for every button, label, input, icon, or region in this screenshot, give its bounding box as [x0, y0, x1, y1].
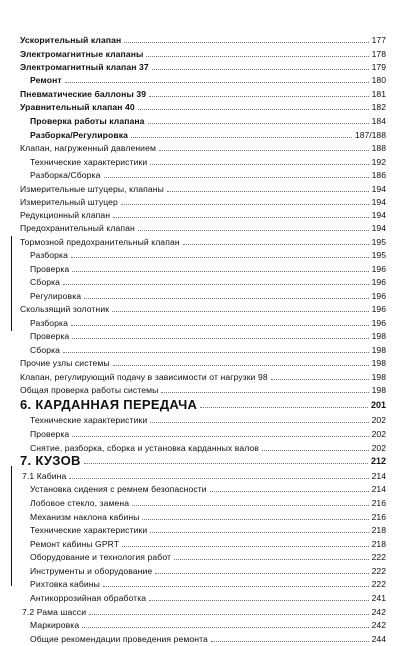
toc-entry[interactable]	[0, 383, 414, 397]
dot-leader	[89, 614, 369, 615]
page-number: 196	[371, 264, 386, 274]
entry-title: Предохранительный клапан	[20, 223, 135, 233]
page-number: 180	[371, 75, 386, 85]
entry-title: Сборка	[30, 345, 61, 355]
dot-leader	[174, 559, 369, 560]
page-number: 198	[371, 385, 386, 395]
toc-entry[interactable]	[0, 398, 414, 412]
page-number: 216	[371, 498, 386, 508]
toc-entry[interactable]	[0, 356, 414, 370]
toc-entry[interactable]	[0, 316, 414, 330]
page-number: 202	[371, 415, 386, 425]
page-number: 194	[371, 210, 386, 220]
dot-leader	[138, 109, 369, 110]
entry-title: 7.1 Кабина	[22, 471, 67, 481]
entry-title: Разборка/Сборка	[30, 170, 101, 180]
toc-entry[interactable]	[0, 496, 414, 510]
entry-title: Ремонт	[30, 75, 62, 85]
toc-entry[interactable]	[0, 141, 414, 155]
dot-leader	[152, 69, 369, 70]
dot-leader	[159, 150, 369, 151]
dot-leader	[71, 325, 369, 326]
page-number: 178	[371, 49, 386, 59]
toc-entry[interactable]	[0, 632, 414, 646]
toc-entry[interactable]	[0, 235, 414, 249]
dot-leader	[84, 298, 369, 299]
dot-leader	[65, 82, 369, 83]
entry-title: Ремонт кабины GPRT	[30, 539, 120, 549]
entry-title: Сборка	[30, 277, 61, 287]
toc-entry[interactable]	[0, 114, 414, 128]
entry-title: Технические характеристики	[30, 157, 148, 167]
toc-entry[interactable]	[0, 591, 414, 605]
toc-entry[interactable]	[0, 564, 414, 578]
entry-title: Рихтовка кабины	[30, 579, 100, 589]
toc-entry[interactable]	[0, 47, 414, 61]
toc-entry[interactable]	[0, 537, 414, 551]
entry-title: Оборудование и технология работ	[30, 552, 172, 562]
dot-leader	[155, 573, 369, 574]
dot-leader	[148, 123, 369, 124]
page-number: 177	[371, 35, 386, 45]
entry-title: Ускорительный клапан	[20, 35, 122, 45]
toc-entry[interactable]	[0, 195, 414, 209]
dot-leader	[72, 338, 369, 339]
page-number: 192	[371, 157, 386, 167]
entry-title: Уравнительный клапан 40	[20, 102, 135, 112]
dot-leader	[122, 546, 369, 547]
dot-leader	[149, 600, 369, 601]
dot-leader	[210, 491, 369, 492]
page-number: 218	[371, 525, 386, 535]
entry-title: Антикоррозийная обработка	[30, 593, 147, 603]
toc-entry[interactable]	[0, 73, 414, 87]
dot-leader	[131, 137, 352, 138]
entry-title: Разборка	[30, 318, 68, 328]
page-number: 196	[371, 291, 386, 301]
page-number: 195	[371, 237, 386, 247]
page-number: 194	[371, 184, 386, 194]
toc-entry[interactable]	[0, 482, 414, 496]
page-number: 186	[371, 170, 386, 180]
entry-title: Механизм наклона кабины	[30, 512, 140, 522]
toc-entry[interactable]	[0, 87, 414, 101]
toc-entry[interactable]	[0, 302, 414, 316]
dot-leader	[71, 257, 369, 258]
dot-leader	[69, 478, 369, 479]
dot-leader	[72, 271, 369, 272]
dot-leader	[161, 392, 369, 393]
toc-entry[interactable]	[0, 100, 414, 114]
dot-leader	[200, 407, 368, 408]
page-number: 198	[371, 358, 386, 368]
entry-title: 7.2 Рама шасси	[22, 607, 87, 617]
page-number: 201	[370, 400, 386, 410]
page-number: 196	[371, 304, 386, 314]
entry-title: Электромагнитный клапан 37	[20, 62, 149, 72]
page-number: 212	[370, 456, 386, 466]
page-number: 241	[371, 593, 386, 603]
entry-title: Клапан, регулирующий подачу в зависимости от нагрузки 98	[20, 372, 268, 382]
page-number: 198	[371, 372, 386, 382]
chapter-title: 6. КАРДАННАЯ ПЕРЕДАЧА	[20, 397, 198, 412]
entry-title: Проверка	[30, 331, 70, 341]
entry-title: Технические характеристики	[30, 525, 148, 535]
entry-title: Снятие, разборка, сборка и установка карданных валов	[30, 443, 259, 453]
dot-leader	[150, 164, 369, 165]
page-number: 195	[371, 250, 386, 260]
dot-leader	[84, 463, 368, 464]
toc-entry[interactable]	[0, 168, 414, 182]
page-number: 179	[371, 62, 386, 72]
page-number: 188	[371, 143, 386, 153]
dot-leader	[132, 505, 369, 506]
dot-leader	[113, 217, 369, 218]
dot-leader	[271, 379, 369, 380]
entry-title: Общие рекомендации проведения ремонта	[30, 634, 208, 644]
dot-leader	[211, 641, 369, 642]
entry-title: Разборка/Регулировка	[30, 130, 128, 140]
toc-entry[interactable]	[0, 182, 414, 196]
page-number: 184	[371, 116, 386, 126]
page-number: 218	[371, 539, 386, 549]
toc-entry[interactable]	[0, 454, 414, 468]
entry-title: Разборка	[30, 250, 68, 260]
toc-entry[interactable]	[0, 550, 414, 564]
toc-entry[interactable]	[0, 33, 414, 47]
dot-leader	[183, 244, 369, 245]
toc-entry[interactable]	[0, 577, 414, 591]
dot-leader	[149, 96, 369, 97]
page-number: 182	[371, 102, 386, 112]
entry-title: Прочие узлы системы	[20, 358, 110, 368]
toc-entry[interactable]	[0, 413, 414, 427]
dot-leader	[150, 532, 369, 533]
dot-leader	[112, 311, 369, 312]
dot-leader	[113, 365, 369, 366]
dot-leader	[72, 436, 369, 437]
chapter-title: 7. КУЗОВ	[20, 453, 81, 468]
entry-title: Проверка	[30, 264, 70, 274]
page-number: 198	[371, 331, 386, 341]
entry-title: Тормозной предохранительный клапан	[20, 237, 180, 247]
toc-entry[interactable]	[0, 370, 414, 384]
dot-leader	[142, 519, 369, 520]
section-rule	[11, 236, 12, 331]
page-number: 202	[371, 443, 386, 453]
page-number: 181	[371, 89, 386, 99]
dot-leader	[150, 422, 369, 423]
page-number: 194	[371, 223, 386, 233]
entry-title: Лобовое стекло, замена	[30, 498, 130, 508]
entry-title: Проверка	[30, 429, 70, 439]
page-number: 242	[371, 620, 386, 630]
page-number: 244	[371, 634, 386, 644]
dot-leader	[262, 450, 369, 451]
dot-leader	[121, 204, 369, 205]
toc-entry[interactable]	[0, 329, 414, 343]
page-number: 222	[371, 579, 386, 589]
toc-entry[interactable]	[0, 221, 414, 235]
entry-title: Редукционный клапан	[20, 210, 111, 220]
page-number: 196	[371, 318, 386, 328]
page-number: 216	[371, 512, 386, 522]
page-number: 194	[371, 197, 386, 207]
entry-title: Проверка работы клапана	[30, 116, 145, 126]
entry-title: Инструменты и оборудование	[30, 566, 153, 576]
entry-title: Скользящий золотник	[20, 304, 110, 314]
toc-entry[interactable]	[0, 262, 414, 276]
page-number: 222	[371, 566, 386, 576]
dot-leader	[103, 586, 369, 587]
dot-leader	[63, 352, 369, 353]
dot-leader	[167, 191, 369, 192]
toc-entry[interactable]	[0, 618, 414, 632]
entry-title: Технические характеристики	[30, 415, 148, 425]
page-number: 196	[371, 277, 386, 287]
page-number: 198	[371, 345, 386, 355]
toc-entry[interactable]	[0, 469, 414, 483]
entry-title: Маркировка	[30, 620, 80, 630]
page-number: 222	[371, 552, 386, 562]
toc-entry[interactable]	[0, 427, 414, 441]
toc-entry[interactable]	[0, 510, 414, 524]
toc-entry[interactable]	[0, 343, 414, 357]
toc-entry[interactable]	[0, 523, 414, 537]
entry-title: Регулировка	[30, 291, 82, 301]
page-number: 187/188	[354, 130, 386, 140]
entry-title: Установка сидения с ремнем безопасности	[30, 484, 207, 494]
toc-entry[interactable]	[0, 208, 414, 222]
toc-entry[interactable]	[0, 605, 414, 619]
section-rule	[11, 466, 12, 586]
page-number: 214	[371, 471, 386, 481]
page-number: 242	[371, 607, 386, 617]
toc-entry[interactable]	[0, 60, 414, 74]
dot-leader	[138, 230, 369, 231]
entry-title: Общая проверка работы системы	[20, 385, 159, 395]
entry-title: Электромагнитные клапаны	[20, 49, 144, 59]
toc-entry[interactable]	[0, 248, 414, 262]
dot-leader	[124, 42, 369, 43]
dot-leader	[146, 56, 369, 57]
toc-entry[interactable]	[0, 289, 414, 303]
entry-title: Пневматические баллоны 39	[20, 89, 147, 99]
dot-leader	[82, 627, 369, 628]
entry-title: Измерительный штуцер	[20, 197, 118, 207]
toc-entry[interactable]	[0, 275, 414, 289]
dot-leader	[63, 284, 369, 285]
page-number: 214	[371, 484, 386, 494]
entry-title: Клапан, нагруженный давлением	[20, 143, 156, 153]
page-number: 202	[371, 429, 386, 439]
toc-entry[interactable]	[0, 155, 414, 169]
toc-entry[interactable]	[0, 128, 414, 142]
entry-title: Измерительные штуцеры, клапаны	[20, 184, 164, 194]
dot-leader	[104, 177, 369, 178]
